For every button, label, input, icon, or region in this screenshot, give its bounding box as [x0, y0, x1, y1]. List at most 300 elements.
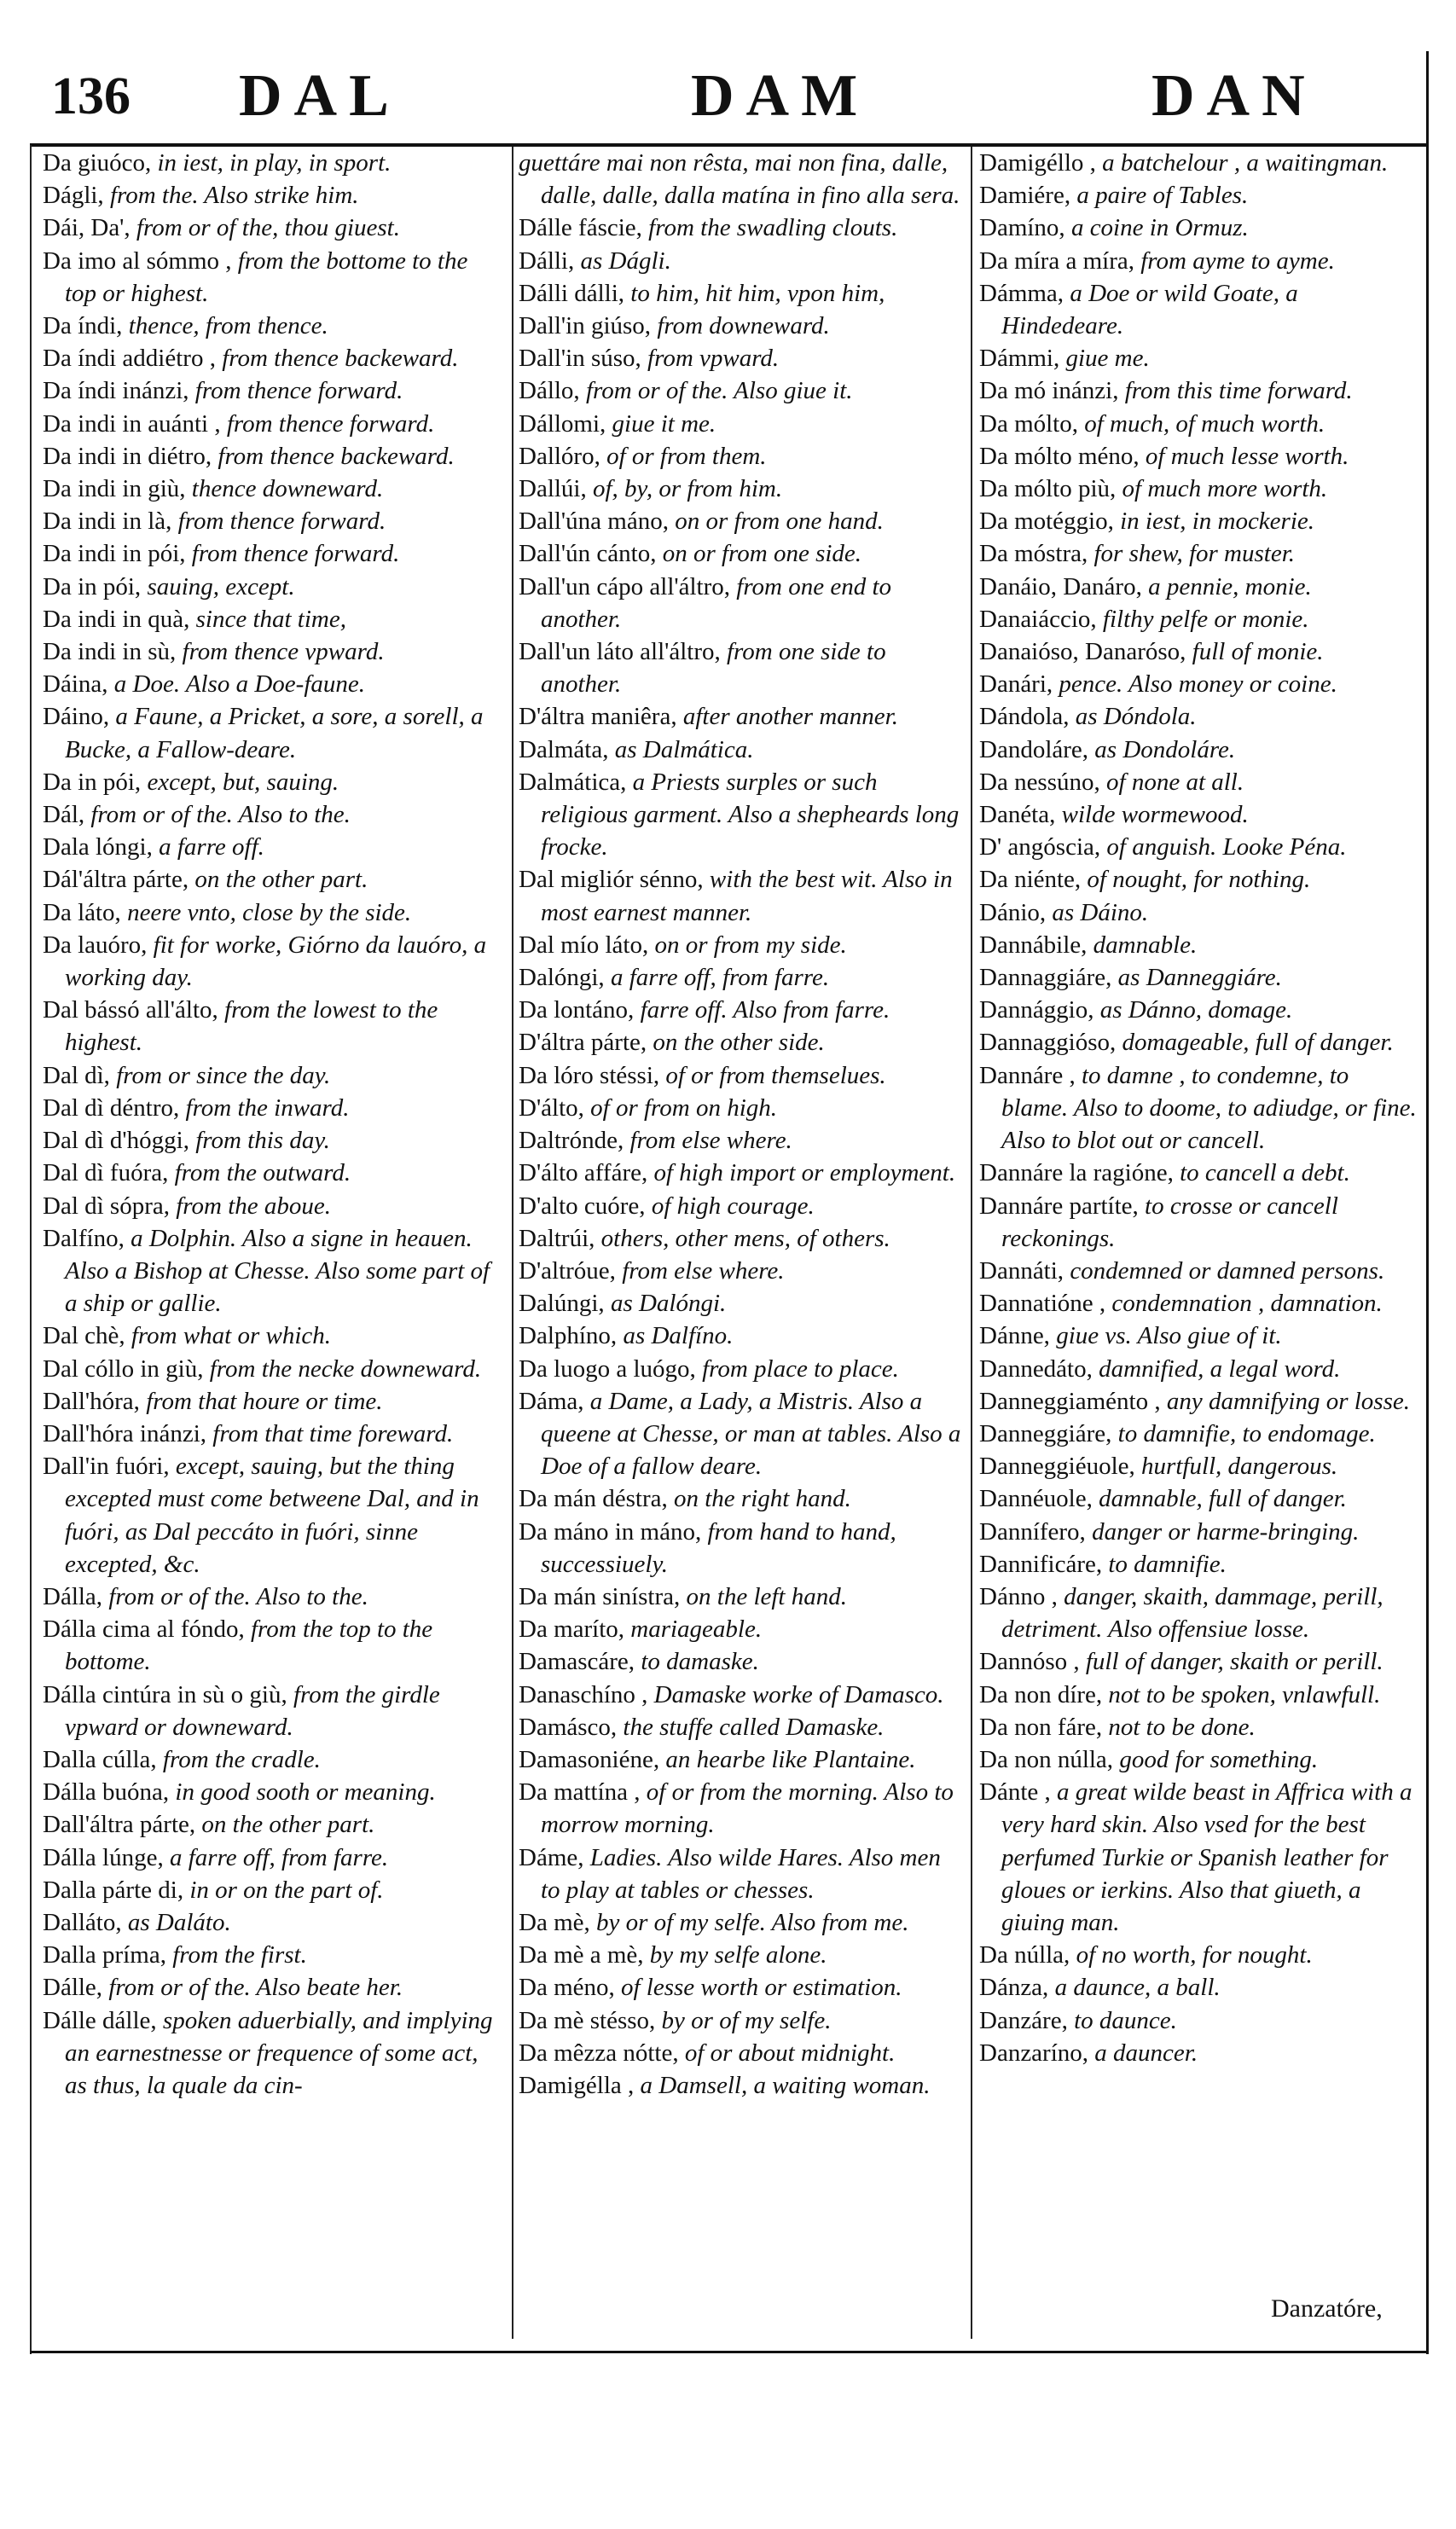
headword: Danneggiáre, [979, 1419, 1112, 1447]
definition: from thence backeward. [222, 345, 459, 373]
headword: Dalfíno, [43, 1224, 125, 1252]
headword: Da móstra, [979, 540, 1088, 568]
dictionary-entry [519, 863, 962, 928]
definition: Ladies. Also wilde Hares. Also men to play at tables or chesses. [541, 1843, 941, 1904]
headword: Dannificáre, [979, 1550, 1103, 1578]
headword: Dái, Da', [43, 214, 131, 242]
headword: Dalláto, [43, 1908, 122, 1936]
headword: Da indi in sù, [43, 638, 177, 666]
dictionary-entry [519, 929, 962, 961]
dictionary-entry [519, 310, 962, 342]
definition: from that houre or time. [146, 1387, 383, 1415]
headword: Damasoniéne, [519, 1745, 660, 1773]
headword: Dal migliór sénno, [519, 866, 704, 894]
definition: the stuffe called Damaske. [623, 1713, 885, 1741]
definition: to him, hit him, vpon him, [630, 279, 885, 307]
definition: any damnifying or losse. [1166, 1387, 1411, 1415]
dictionary-entry [519, 1026, 962, 1059]
headword: Dágli, [43, 182, 104, 210]
definition: from the first. [172, 1941, 307, 1969]
definition: from place to place. [702, 1354, 899, 1383]
definition: damnified, a legal word. [1099, 1354, 1341, 1383]
headword: Da in pói, [43, 572, 142, 600]
definition: from thence forward. [177, 508, 386, 536]
dictionary-entry [43, 505, 502, 537]
definition: in iest, in play, in sport. [157, 149, 392, 177]
headword: Dal dì d'hóggi, [43, 1127, 189, 1155]
headword: Dánza, [979, 1974, 1049, 2002]
dictionary-entry [979, 1353, 1418, 1385]
dictionary-entry [519, 766, 962, 864]
dictionary-entry [43, 1059, 502, 1092]
headword: Damásco, [519, 1713, 618, 1741]
dictionary-entry [979, 1418, 1418, 1450]
dictionary-entry [979, 994, 1418, 1026]
headword: Dall'in giúso, [519, 312, 652, 340]
dictionary-entry [43, 179, 502, 212]
guide-word-center: DAM [691, 63, 870, 129]
definition: danger or harme-bringing. [1092, 1517, 1360, 1546]
headword: Dálle fáscie, [519, 214, 642, 242]
dictionary-entry [519, 1679, 962, 1711]
definition: to damne , to condemne, to blame. Also to doome, to adiudge, or fine. Also to blot out or cancell. [1001, 1061, 1417, 1155]
guide-word-right: DAN [1151, 63, 1317, 129]
definition: of or about midnight. [684, 2039, 896, 2067]
definition: others, other mens, of others. [600, 1224, 890, 1252]
dictionary-entry [519, 734, 962, 766]
dictionary-entry [519, 1613, 962, 1645]
dictionary-entry [519, 342, 962, 374]
dictionary-entry [519, 440, 962, 473]
dictionary-entry [43, 1190, 502, 1222]
dictionary-entry [43, 1385, 502, 1418]
dictionary-entry [519, 1190, 962, 1222]
headword: Da mó inánzi, [979, 377, 1119, 405]
headword: Dall'úna máno, [519, 508, 669, 536]
dictionary-entry [519, 1842, 962, 1906]
headword: Dálla lúnge, [43, 1843, 164, 1871]
dictionary-entry [519, 1776, 962, 1841]
dictionary-entry [979, 212, 1418, 244]
definition: from the. Also strike him. [109, 182, 359, 210]
dictionary-entry [979, 635, 1418, 668]
definition: as Dáino. [1052, 898, 1149, 926]
dictionary-entry [979, 1645, 1418, 1678]
column-divider [971, 147, 972, 2339]
footer-rule [30, 2351, 1429, 2353]
dictionary-entry [43, 1776, 502, 1808]
dictionary-entry [979, 863, 1418, 896]
dictionary-entry [979, 505, 1418, 537]
headword: Dal chè, [43, 1322, 125, 1350]
dictionary-entry [43, 212, 502, 244]
dictionary-entry [979, 1026, 1418, 1059]
definition: a farre off. [159, 833, 264, 861]
dictionary-entry [519, 1645, 962, 1678]
definition: an hearbe like Plantaine. [665, 1745, 916, 1773]
dictionary-entry [979, 961, 1418, 994]
definition: from the swadling clouts. [648, 214, 898, 242]
headword: Dánio, [979, 898, 1047, 926]
dictionary-entry [519, 147, 962, 212]
definition: of or from themselues. [665, 1061, 886, 1089]
definition: spoken aduerbially, and implying an earnestnesse or frequence of some act, as thus, la quale da cin- [65, 2006, 493, 2099]
dictionary-entry [519, 1581, 962, 1613]
definition: of much lesse worth. [1145, 442, 1349, 470]
dictionary-entry [43, 2004, 502, 2103]
headword: D'altróue, [519, 1256, 616, 1285]
headword: Da mè, [519, 1908, 590, 1936]
headword: Da méno, [519, 1974, 615, 2002]
dictionary-entry [979, 1548, 1418, 1581]
definition: to damnifie. [1108, 1550, 1227, 1578]
headword: Da imo al sómmo , [43, 247, 232, 275]
headword: Da niénte, [979, 866, 1082, 894]
definition: a great wilde beast in Affrica with a very hard skin. Also vsed for the best perfumed Turkie or Spanish leather for gloues or ierkins. Also that giueth, a giuing man. [1001, 1778, 1412, 1936]
definition: in or on the part of. [189, 1876, 384, 1904]
headword: Da indi in quà, [43, 605, 190, 633]
definition: a Damsell, a waiting woman. [640, 2071, 931, 2099]
headword: Damíno, [979, 214, 1065, 242]
dictionary-entry [519, 1516, 962, 1581]
headword: Dannáre partíte, [979, 1192, 1139, 1220]
definition: of or from them. [606, 442, 767, 470]
dictionary-entry [43, 1092, 502, 1124]
headword: Dánne, [979, 1322, 1050, 1350]
headword: Dal cóllo in giù, [43, 1354, 204, 1383]
headword: Dáme, [519, 1843, 584, 1871]
dictionary-entry [519, 1482, 962, 1515]
definition: from what or which. [131, 1322, 332, 1350]
dictionary-entry [43, 342, 502, 374]
dictionary-entry [43, 929, 502, 994]
definition: except, but, sauing. [147, 768, 339, 796]
headword: Da máno in máno, [519, 1517, 702, 1546]
dictionary-entry [979, 147, 1418, 179]
headword: Dál, [43, 801, 85, 829]
dictionary-entry [979, 929, 1418, 961]
headword: Da lauóro, [43, 931, 148, 959]
dictionary-entry [519, 1124, 962, 1157]
definition: from thence backeward. [218, 442, 455, 470]
definition: from the aboue. [176, 1192, 332, 1220]
definition: from this time forward. [1124, 377, 1353, 405]
dictionary-entry [519, 408, 962, 440]
dictionary-entry [519, 1255, 962, 1287]
dictionary-entry [43, 1581, 502, 1613]
definition: from ayme to ayme. [1140, 247, 1335, 275]
definition: from the cradle. [162, 1745, 321, 1773]
dictionary-entry [43, 1613, 502, 1678]
definition: from thence forward. [194, 377, 403, 405]
dictionary-entry [979, 179, 1418, 212]
definition: full of danger, skaith or perill. [1085, 1648, 1383, 1676]
headword: D'álto affáre, [519, 1159, 648, 1187]
dictionary-entry [979, 1711, 1418, 1743]
definition: from this day. [195, 1127, 330, 1155]
headword: Dall'un cápo all'áltro, [519, 572, 731, 600]
headword: Danaschíno , [519, 1680, 648, 1708]
dictionary-entry [979, 1776, 1418, 1939]
definition: since that time, [195, 605, 346, 633]
dictionary-entry [979, 1971, 1418, 2004]
right-frame-rule [1426, 51, 1429, 2354]
headword: Dálla cima al fóndo, [43, 1615, 245, 1644]
definition: by or of my selfe. Also from me. [596, 1908, 909, 1936]
definition: from the inward. [185, 1093, 350, 1122]
dictionary-entry [979, 766, 1418, 798]
dictionary-entry [979, 1939, 1418, 1971]
column-divider [512, 147, 513, 2339]
dictionary-entry [979, 1743, 1418, 1776]
definition: from else where. [629, 1127, 792, 1155]
definition: to cancell a debt. [1180, 1159, 1350, 1187]
dictionary-entry [519, 1385, 962, 1483]
headword: Dalphíno, [519, 1322, 618, 1350]
headword: Dalmáta, [519, 735, 609, 763]
definition: to damnifie, to endomage. [1117, 1419, 1376, 1447]
entry-column-1 [43, 147, 502, 2102]
definition: to damaske. [641, 1648, 759, 1676]
definition: from or of the, thou giuest. [136, 214, 400, 242]
dictionary-entry [43, 831, 502, 863]
dictionary-entry [43, 245, 502, 310]
dictionary-entry [519, 994, 962, 1026]
definition: from the outward. [174, 1159, 351, 1187]
definition: giue it me. [612, 409, 716, 438]
definition: a batchelour , a waitingman. [1102, 149, 1389, 177]
dictionary-entry [43, 1124, 502, 1157]
headword: Dannífero, [979, 1517, 1086, 1546]
dictionary-entry [979, 342, 1418, 374]
dictionary-entry [979, 1320, 1418, 1352]
definition: on the right hand. [674, 1485, 851, 1513]
headword: Dálli, [519, 247, 575, 275]
definition: full of monie. [1192, 638, 1324, 666]
headword: Da láto, [43, 898, 121, 926]
definition: from the lowest to the highest. [65, 996, 438, 1057]
headword: Dannóso , [979, 1648, 1080, 1676]
headword: Da lóro stéssi, [519, 1061, 660, 1089]
headword: Dannáti, [979, 1256, 1064, 1285]
dictionary-entry [979, 1287, 1418, 1320]
headword: Dallúi, [519, 475, 587, 503]
dictionary-entry [43, 1808, 502, 1841]
dictionary-entry [979, 440, 1418, 473]
definition: not to be done. [1108, 1713, 1256, 1741]
headword: Da non núlla, [979, 1745, 1114, 1773]
dictionary-entry [519, 961, 962, 994]
definition: on the other part. [194, 866, 368, 894]
dictionary-entry [519, 571, 962, 635]
definition: on or from my side. [654, 931, 847, 959]
dictionary-entry [43, 1157, 502, 1189]
dictionary-entry [43, 440, 502, 473]
headword: Da nessúno, [979, 768, 1100, 796]
definition: as Dalóngi. [610, 1290, 727, 1318]
headword: Dannaggióso, [979, 1029, 1117, 1057]
definition: by or of my selfe. [661, 2006, 832, 2034]
definition: after another manner. [682, 703, 898, 731]
dictionary-entry [519, 2069, 962, 2102]
headword: Danneggiaménto , [979, 1387, 1161, 1415]
headword: D' angóscia, [979, 833, 1101, 861]
dictionary-entry [43, 1874, 502, 1906]
headword: Dalla cúlla, [43, 1745, 157, 1773]
headword: D'áltra maniêra, [519, 703, 677, 731]
headword: Dalla príma, [43, 1941, 166, 1969]
headword: Da mán déstra, [519, 1485, 668, 1513]
dictionary-entry [43, 798, 502, 831]
headword: Da indi in diétro, [43, 442, 212, 470]
dictionary-entry [979, 374, 1418, 407]
definition: from the necke downeward. [209, 1354, 482, 1383]
headword: Dálla, [43, 1582, 103, 1610]
dictionary-entry [979, 1482, 1418, 1515]
definition: a paire of Tables. [1076, 182, 1249, 210]
dictionary-entry [519, 473, 962, 505]
headword: Daltrónde, [519, 1127, 624, 1155]
dictionary-entry [979, 603, 1418, 635]
headword: Dal dì fuóra, [43, 1159, 169, 1187]
guide-word-left: DAL [239, 63, 401, 129]
headword: Da mè stésso, [519, 2006, 656, 2034]
definition: from the bottome to the top or highest. [65, 247, 468, 307]
dictionary-entry [979, 1385, 1418, 1418]
definition: thence, from thence. [128, 312, 328, 340]
definition: condemnation , damnation. [1111, 1290, 1383, 1318]
definition: on or from one side. [662, 540, 862, 568]
definition: as Dóndola. [1075, 703, 1197, 731]
dictionary-entry [43, 1222, 502, 1320]
definition: a Priests surples or such religious garment. Also a shepheards long frocke. [541, 768, 960, 861]
definition: from one end to another. [541, 572, 892, 633]
left-frame-rule [30, 145, 32, 2354]
definition: as Dondoláre. [1094, 735, 1236, 763]
definition: of none at all. [1106, 768, 1244, 796]
dictionary-entry [519, 374, 962, 407]
dictionary-entry [519, 2037, 962, 2069]
definition: of or from the morning. Also to morrow morning. [541, 1778, 954, 1839]
definition: on the left hand. [686, 1582, 847, 1610]
dictionary-entry [979, 1679, 1418, 1711]
dictionary-entry [43, 374, 502, 407]
headword: Danáio, Danáro, [979, 572, 1142, 600]
headword: Damigéllo , [979, 149, 1096, 177]
definition: from or of the. Also beate her. [108, 1974, 403, 2002]
dictionary-entry [519, 245, 962, 277]
definition: damnable, full of danger. [1099, 1485, 1347, 1513]
dictionary-entry [979, 1255, 1418, 1287]
definition: condemned or damned persons. [1070, 1256, 1385, 1285]
definition: a pennie, monie. [1148, 572, 1312, 600]
headword: Da índi, [43, 312, 123, 340]
dictionary-entry [519, 635, 962, 700]
dictionary-entry [43, 603, 502, 635]
dictionary-entry [979, 896, 1418, 929]
headword: Dalmática, [519, 768, 627, 796]
definition: with the best wit. Also in most earnest manner. [541, 866, 953, 926]
headword: Dalla párte di, [43, 1876, 184, 1904]
dictionary-entry [519, 700, 962, 733]
dictionary-entry [43, 1743, 502, 1776]
dictionary-entry [979, 1059, 1418, 1157]
dictionary-entry [43, 1906, 502, 1939]
headword: Da mólto più, [979, 475, 1117, 503]
definition: for shew, for muster. [1093, 540, 1296, 568]
headword: Da mólto, [979, 409, 1078, 438]
definition: not to be spoken, vnlawfull. [1108, 1680, 1381, 1708]
definition: wilde wormewood. [1061, 801, 1249, 829]
definition: from downeward. [657, 312, 830, 340]
headword: Damigélla , [519, 2071, 635, 2099]
dictionary-entry [43, 310, 502, 342]
dictionary-entry [43, 1939, 502, 1971]
dictionary-entry [979, 473, 1418, 505]
headword: Da núlla, [979, 1941, 1070, 1969]
definition: as Dalmática. [614, 735, 754, 763]
headword: Dallóro, [519, 442, 600, 470]
dictionary-entry [43, 994, 502, 1059]
headword: D'áltra párte, [519, 1029, 647, 1057]
dictionary-entry [43, 668, 502, 700]
definition: Damaske worke of Damasco. [653, 1680, 944, 1708]
dictionary-entry [979, 571, 1418, 603]
definition: thence downeward. [191, 475, 384, 503]
definition: a Faune, a Pricket, a sore, a sorell, a Bucke, a Fallow-deare. [65, 703, 484, 763]
definition: damnable. [1093, 931, 1198, 959]
headword: Dálle, [43, 1974, 103, 2002]
headword: Dándola, [979, 703, 1070, 731]
dictionary-entry [519, 1059, 962, 1092]
headword: Dáino, [43, 703, 110, 731]
definition: from the top to the bottome. [65, 1615, 433, 1676]
definition: of nought, for nothing. [1087, 866, 1311, 894]
dictionary-entry [979, 668, 1418, 700]
dictionary-entry [979, 700, 1418, 733]
definition: a farre off, from farre. [610, 964, 830, 992]
headword: Da índi addiétro , [43, 345, 216, 373]
headword: Dannáre la ragióne, [979, 1159, 1174, 1187]
definition: a coine in Ormuz. [1070, 214, 1249, 242]
dictionary-entry [519, 1222, 962, 1255]
dictionary-entry [519, 1711, 962, 1743]
dictionary-entry [519, 1971, 962, 2004]
page-header [26, 49, 1433, 143]
definition: a Doe or wild Goate, a Hindedeare. [1001, 279, 1298, 340]
headword: Dala lóngi, [43, 833, 153, 861]
definition: filthy pelfe or monie. [1102, 605, 1309, 633]
headword: Dámmi, [979, 345, 1060, 373]
definition: of no worth, for nought. [1076, 1941, 1313, 1969]
headword: Dánno , [979, 1582, 1058, 1610]
definition: except, sauing, but the thing excepted must come betweene Dal, and in fuóri, as Dal peccáto in fuóri, sinne excepted, &c. [65, 1453, 479, 1578]
definition: a daunce, a ball. [1054, 1974, 1221, 2002]
headword: D'alto cuóre, [519, 1192, 646, 1220]
definition: to crosse or cancell reckonings. [1001, 1192, 1338, 1252]
headword: Dámma, [979, 279, 1064, 307]
dictionary-entry [519, 2004, 962, 2037]
definition: from or of the. Also to the. [90, 801, 351, 829]
headword: Dall'in fuóri, [43, 1453, 170, 1481]
dictionary-entry [979, 831, 1418, 863]
definition: a Dame, a Lady, a Mistris. Also a queene at Chesse, or man at tables. Also a Doe of a fallow deare. [541, 1387, 961, 1481]
dictionary-entry [519, 1320, 962, 1352]
definition: of much more worth. [1122, 475, 1328, 503]
definition: as Dalfíno. [623, 1322, 734, 1350]
definition: from else where. [622, 1256, 785, 1285]
headword: Da non díre, [979, 1680, 1103, 1708]
